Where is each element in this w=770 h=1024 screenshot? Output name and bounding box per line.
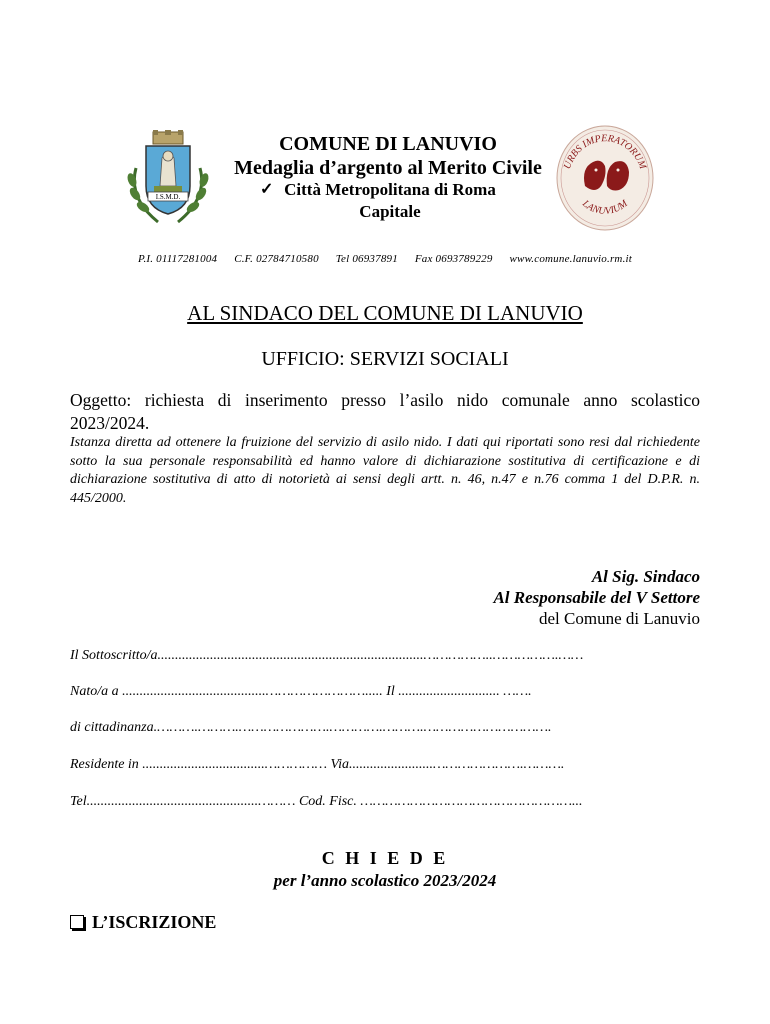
enrollment-label: L’ISCRIZIONE	[92, 912, 217, 932]
medal-subtitle: Medaglia d’argento al Merito Civile	[234, 157, 542, 179]
request-heading: C H I E D E	[321, 848, 449, 868]
addressee-line-1: Al Sig. Sindaco	[591, 567, 700, 586]
vat-number: P.I. 01117281004	[137, 253, 218, 265]
undersigned-field[interactable]: Il Sottoscritto/a............................................................................……………..…………….……	[70, 648, 584, 663]
addressee-line-2: Al Responsabile del V Settore	[493, 588, 700, 607]
city-subtitle-line1: Città Metropolitana di Roma	[284, 180, 496, 199]
addressee-line-3: del Comune di Lanuvio	[538, 609, 700, 628]
phone-number: Tel 06937891	[335, 253, 398, 265]
municipality-title: COMUNE DI LANUVIO	[279, 133, 497, 155]
check-icon: ✓	[260, 181, 274, 198]
subject-paragraph: Oggetto: richiesta di inserimento presso l’asilo nido comunale anno scolastico 2023/2024.	[70, 390, 700, 433]
enrollment-option[interactable]	[70, 912, 216, 933]
residence-address-field[interactable]: Residente in ...................................…………… Via........................………………….……….	[70, 757, 565, 772]
addressee-block	[300, 566, 700, 629]
fax-number: Fax 0693789229	[414, 253, 493, 265]
lanuvio-seal-logo	[555, 124, 655, 232]
contact-info-bar	[0, 253, 770, 265]
school-year-line: per l’anno scolastico 2023/2024	[273, 871, 497, 890]
city-subtitle-line2: Capitale	[359, 202, 421, 221]
municipal-crest-logo	[118, 128, 218, 228]
phone-taxcode-field[interactable]: Tel.................................................……… Cod. Fisc. ……………………………………………...	[70, 794, 583, 809]
crest-label: I.S.M.D.	[155, 193, 181, 201]
seal-text-top: URBS IMPERATORUM	[561, 133, 649, 171]
fiscal-code: C.F. 02784710580	[234, 253, 319, 265]
declaration-paragraph: Istanza diretta ad ottenere la fruizione del servizio di asilo nido. I dati qui riportati sono resi dal richiedente sotto la sua personale responsabilità ed hanno valore di dichiarazione sostitutiva di certificazione e di dichiarazione sostitutiva di atto di notorietà ai sensi degli artt. n. 46, n.47 e n.76 comma 1 del D.P.R. n. 445/2000.	[70, 435, 700, 506]
office-heading: UFFICIO: SERVIZI SOCIALI	[261, 348, 509, 370]
citizenship-field[interactable]: di cittadinanza.……….……….………………….………….……….………………………….	[70, 720, 552, 735]
checkbox-icon[interactable]	[70, 915, 84, 929]
seal-text-bottom: LANUVIUM	[580, 198, 630, 218]
birthplace-date-field[interactable]: Nato/a a .........................................……………………..... Il ............................. …….	[70, 684, 532, 699]
website-link[interactable]: www.comune.lanuvio.rm.it	[509, 253, 633, 265]
addressee-heading: AL SINDACO DEL COMUNE DI LANUVIO	[187, 301, 583, 325]
